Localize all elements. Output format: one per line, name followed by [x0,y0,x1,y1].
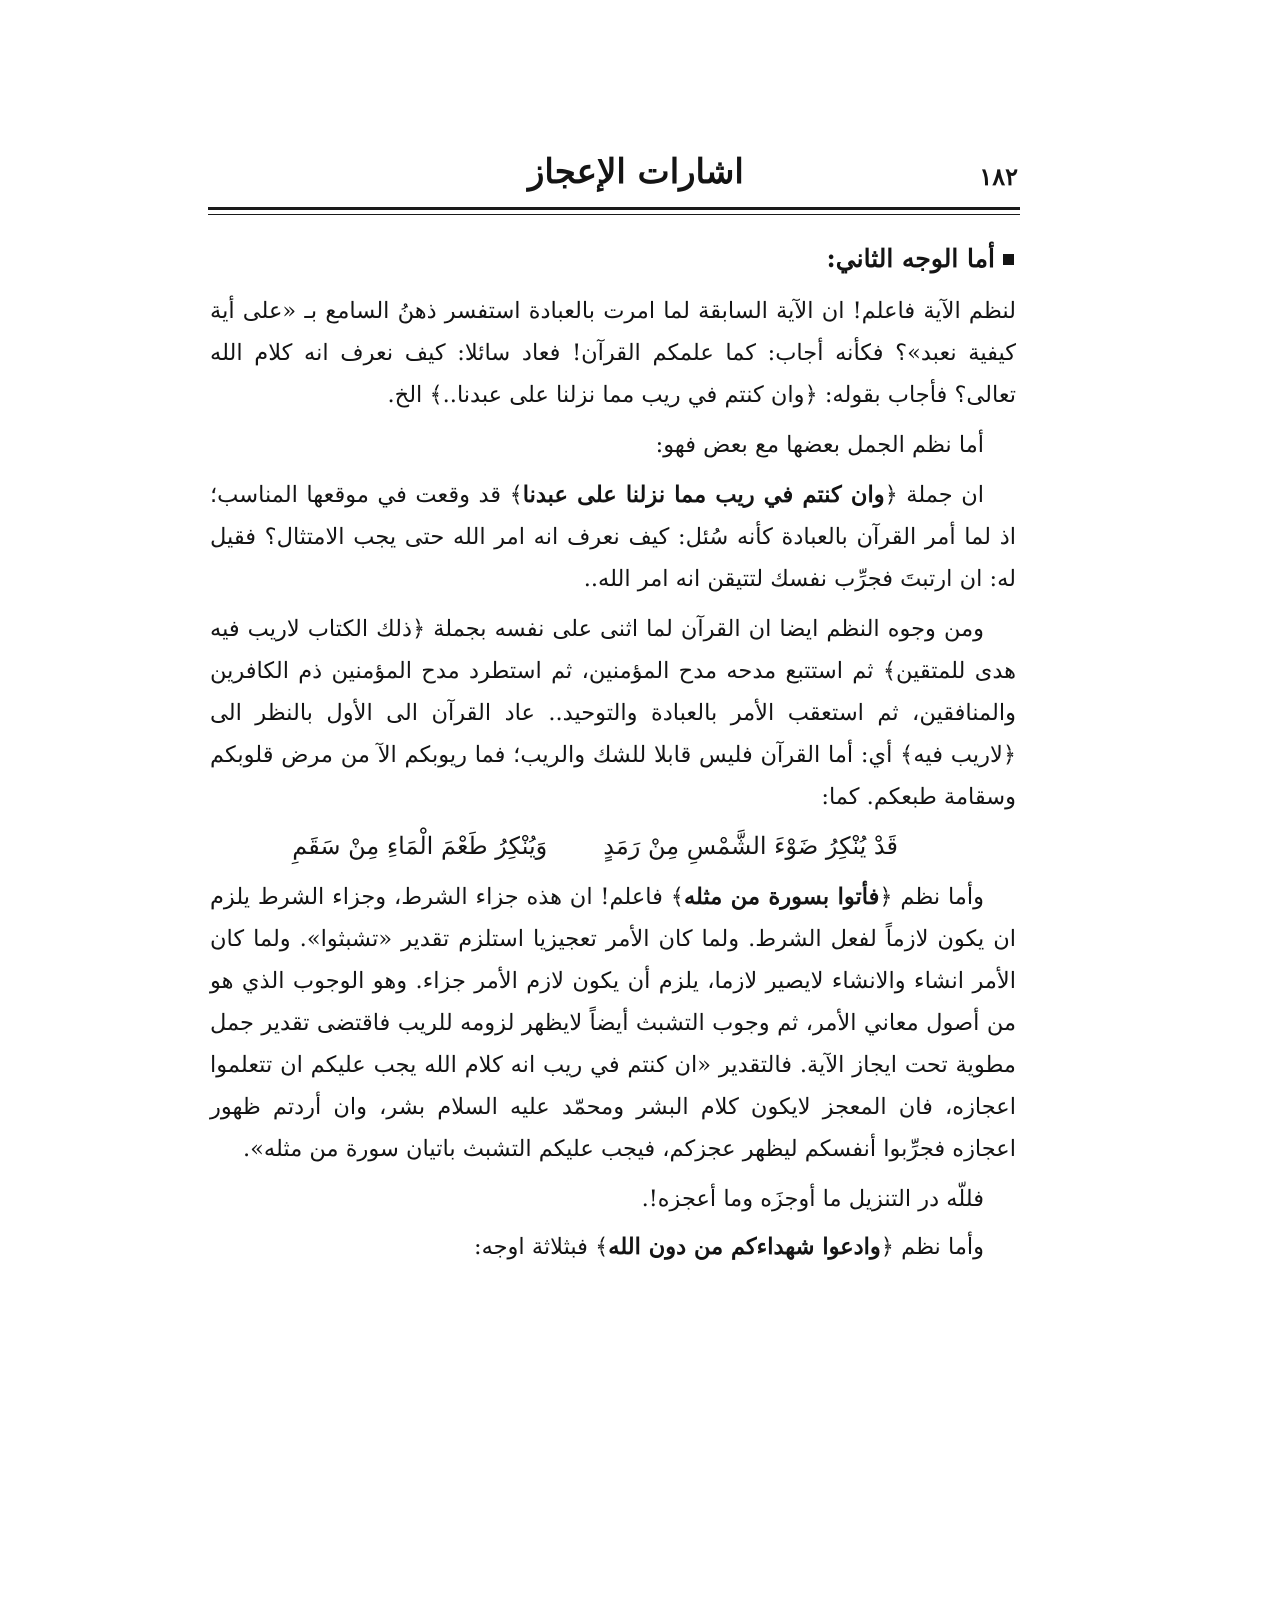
ornate-bracket-close-icon: ﴾ [595,1234,609,1260]
page-body [210,228,1016,1274]
paragraph-3-rest: قد وقعت في موقعها المناسب؛ اذ لما أمر القرآن بالعبادة كأنه سُئل: كيف نعرف انه امر الله حتى يجب الامتثال؟ فقيل له: ان ارتبتَ فجرِّب نفسك لتتيقن انه امر الله.. [210,482,1016,592]
paragraph-5-rest: فاعلم! ان هذه جزاء الشرط، وجزاء الشرط يلزم ان يكون لازماً لفعل الشرط. ولما كان الأمر تعجيزيا استلزم تقدير «تشبثوا». ولما كان الأمر انشاء والانشاء لايصير لازما، يلزم أن يكون لازم الأمر جزاء. وهو الوجوب الذي هو من أصول معاني الأمر، ثم وجوب التشبث أيضاً لايظهر لزومه للريب فاقتضى تقدير جمل مطوية تحت ايجاز الآية. فالتقدير «ان كنتم في ريب انه كلام الله يجب عليكم ان تتعلموا اعجازه، فان المعجز لايكون كلام البشر ومحمّد عليه السلام بشر، وان أردتم ظهور اعجازه فجرِّبوا أنفسكم ليظهر عجزكم، فيجب عليكم التشبث باتيان سورة من مثله». [210,884,1016,1162]
ornate-bracket-close-icon: ﴾ [670,884,684,910]
quran-quote: لاريب فيه [913,742,1003,768]
header-rule-thick [208,207,1020,210]
quran-quote: فأتوا بسورة من مثله [683,884,880,910]
paragraph-2: أما نظم الجمل بعضها مع بعض فهو: [655,432,984,458]
paragraph-7-rest: فبثلاثة اوجه: [474,1234,588,1260]
quran-quote: وان كنتم في ريب مما نزلنا على عبدنا [522,482,885,508]
paragraph-3 [210,474,1016,600]
paragraph-5-lead: وأما نظم [900,884,984,910]
paragraph-6: فللّه در التنزيل ما أوجزَه وما أعجزه!. [641,1186,984,1212]
quran-quote: وادعوا شهداءكم من دون الله [608,1234,881,1260]
ornate-bracket-open-icon: ﴿ [879,884,893,910]
paragraph-4-mid: ثم استتبع مدحه مدح المؤمنين، ثم استطرد مدح المؤمنين ذم الكافرين والمنافقين، ثم استعقب الأمر بالعبادة والتوحيد.. عاد القرآن الى الأول بالنظر الى [210,658,1016,726]
paragraph-7-lead: وأما نظم [901,1234,984,1260]
ornate-bracket-close-icon: ﴾ [882,658,896,684]
ornate-bracket-close-icon: ﴾ [900,742,914,768]
ornate-bracket-open-icon: ﴿ [884,482,898,508]
paragraph-5 [210,876,1016,1170]
ornate-bracket-close-icon: ﴾ [509,482,523,508]
page-number: ١٨٢ [979,162,1018,191]
quran-quote: ذلك الكتاب لاريب فيه هدى للمتقين [210,616,1016,684]
section-heading-text: أما الوجه الثاني: [826,244,995,273]
section-heading [210,238,1016,280]
ornate-bracket-open-icon: ﴿ [880,1234,894,1260]
square-bullet-icon [1003,254,1014,265]
running-header [208,150,1020,206]
verse-hemistich-2: وَيُنْكِرُ طَعْمَ الْمَاءِ مِنْ سَقَمِ [292,832,548,860]
header-rule-thin [208,214,1020,215]
ornate-bracket-open-icon: ﴿ [1002,742,1016,768]
paragraph-1: لنظم الآية فاعلم! ان الآية السابقة لما امرت بالعبادة استفسر ذهنُ السامع بـ «على أية كيفية نعبد»؟ فكأنه أجاب: كما علمكم القرآن! فعاد سائلا: كيف نعرف انه كلام الله تعالى؟ فأجاب بقوله: ﴿وان كنتم في ريب مما نزلنا على عبدنا..﴾ الخ. [210,298,1016,408]
book-title: اشارات الإعجاز [528,152,744,192]
paragraph-7 [210,1226,1016,1268]
paragraph-4-rest: أي: أما القرآن فليس قابلا للشك والريب؛ فما ريوبكم الآ من مرض قلوبكم وسقامة طبعكم. كما: [210,742,1016,810]
paragraph-3-lead: ان جملة [906,482,984,508]
paragraph-4 [210,608,1016,818]
verse-hemistich-1: قَدْ يُنْكِرُ ضَوْءَ الشَّمْسِ مِنْ رَمَدٍ [603,832,898,860]
poetry-verse [210,826,1016,866]
ornate-bracket-open-icon: ﴿ [411,616,426,642]
paragraph-4-lead: ومن وجوه النظم ايضا ان القرآن لما اثنى على نفسه بجملة [433,616,984,642]
